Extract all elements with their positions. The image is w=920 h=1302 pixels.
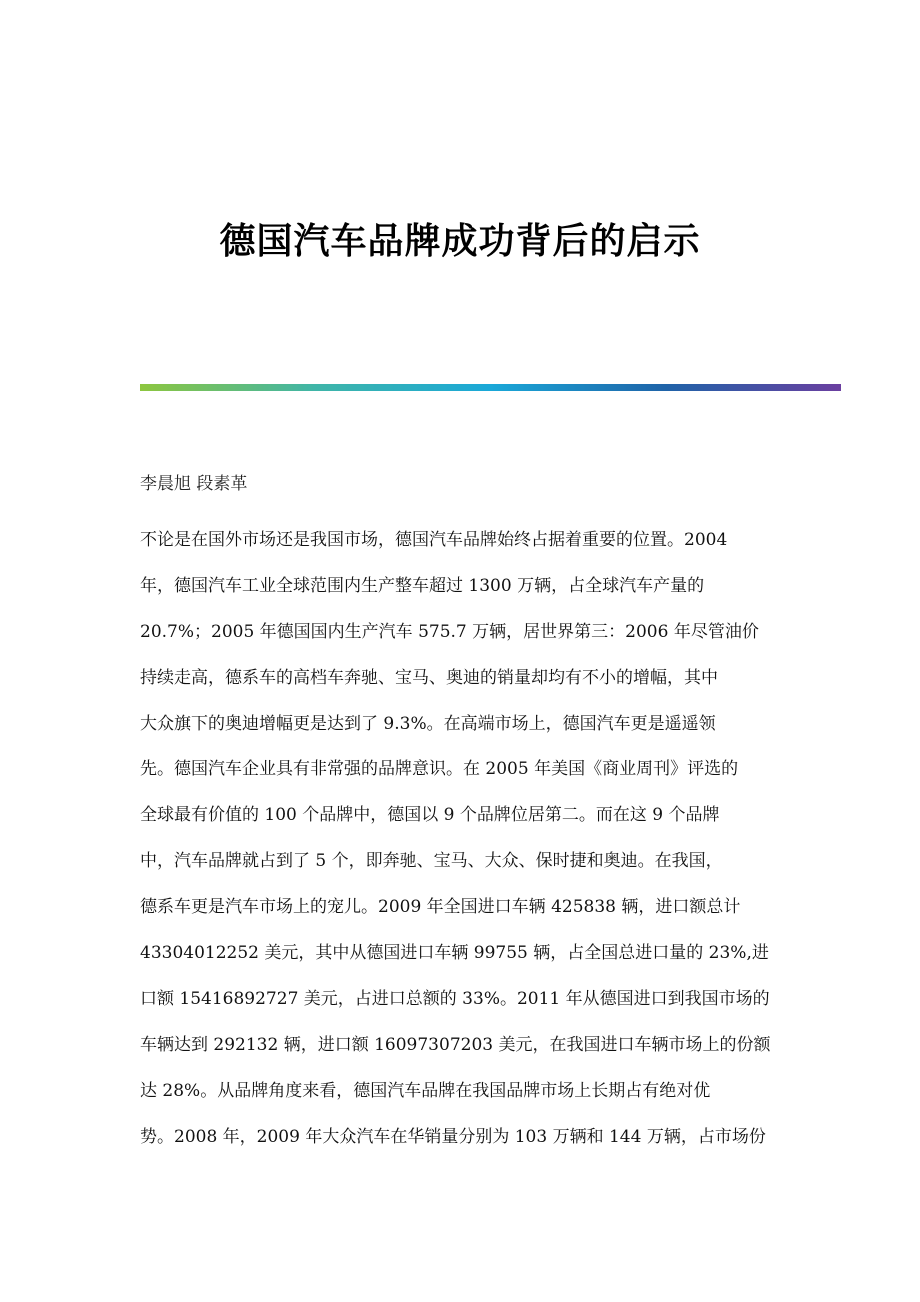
paragraph-line: 20.7%；2005 年德国国内生产汽车 575.7 万辆，居世界第三：2006 年尽管油价 bbox=[140, 621, 759, 642]
paragraph-line: 达 28%。从品牌角度来看，德国汽车品牌在我国品牌市场上长期占有绝对优 bbox=[140, 1080, 711, 1101]
paragraph-line: 势。2008 年，2009 年大众汽车在华销量分别为 103 万辆和 144 万辆，占市场份 bbox=[140, 1126, 766, 1147]
paragraph-line: 不论是在国外市场还是我国市场，德国汽车品牌始终占据着重要的位置。2004 bbox=[140, 530, 728, 550]
paragraph-line: 车辆达到 292132 辆，进口额 16097307203 美元，在我国进口车辆市场上的份额 bbox=[140, 1034, 771, 1055]
document-title: 德国汽车品牌成功背后的启示 bbox=[219, 220, 701, 262]
paragraph-line: 口额 15416892727 美元，占进口总额的 33%。2011 年从德国进口到我国市场的 bbox=[140, 988, 770, 1009]
paragraph-line: 中，汽车品牌就占到了 5 个，即奔驰、宝马、大众、保时捷和奥迪。在我国， bbox=[140, 851, 723, 872]
paragraph-line: 先。德国汽车企业具有非常强的品牌意识。在 2005 年美国《商业周刊》评选的 bbox=[140, 759, 739, 780]
paragraph-line: 全球最有价值的 100 个品牌中，德国以 9 个品牌位居第二。而在这 9 个品牌 bbox=[140, 805, 720, 826]
paragraph-line: 持续走高，德系车的高档车奔驰、宝马、奥迪的销量却均有不小的增幅，其中 bbox=[140, 667, 718, 688]
paragraph-line: 43304012252 美元，其中从德国进口车辆 99755 辆，占全国总进口量的 23%,进 bbox=[140, 943, 769, 964]
body-paragraph bbox=[140, 524, 780, 1166]
paragraph-line: 年，德国汽车工业全球范围内生产整车超过 1300 万辆，占全球汽车产量的 bbox=[140, 575, 705, 596]
author-names: 李晨旭 段素革 bbox=[140, 474, 248, 494]
paragraph-line: 大众旗下的奥迪增幅更是达到了 9.3%。在高端市场上，德国汽车更是遥遥领 bbox=[140, 713, 716, 734]
paragraph-line: 德系车更是汽车市场上的宠儿。2009 年全国进口车辆 425838 辆，进口额总计 bbox=[140, 897, 741, 918]
title-divider bbox=[140, 384, 841, 391]
